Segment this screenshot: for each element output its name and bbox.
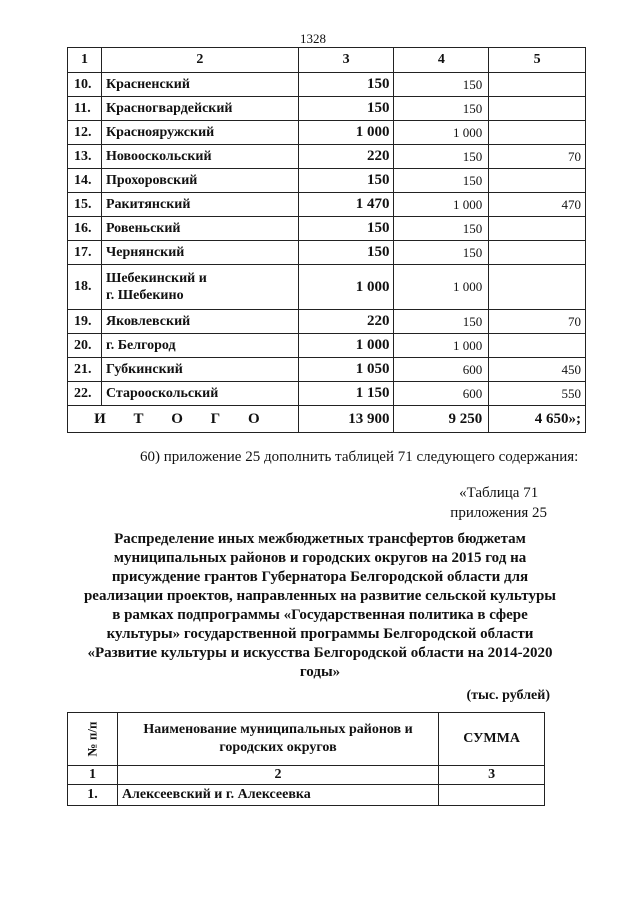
table-row xyxy=(68,265,586,310)
total-amount: 1 470 xyxy=(298,193,394,217)
amount-col5 xyxy=(489,241,586,265)
grand-total: 13 900 xyxy=(298,406,394,433)
district-name: Губкинский xyxy=(101,358,298,382)
amount-col5: 470 xyxy=(489,193,586,217)
title-line: культуры» государственной программы Белгородской области xyxy=(106,626,534,642)
column-index: 2 xyxy=(117,766,438,785)
column-index: 4 xyxy=(394,48,489,73)
name-column-header: Наименование муниципальных районов и городских округов xyxy=(117,713,438,766)
table-row xyxy=(68,382,586,406)
amount-col5: 70 xyxy=(489,145,586,169)
amount-col5: 70 xyxy=(489,310,586,334)
total-col5: 4 650»; xyxy=(489,406,586,433)
total-amount: 150 xyxy=(298,97,394,121)
amount-col5 xyxy=(489,334,586,358)
title-line: в рамках подпрограммы «Государственная политика в сфере xyxy=(112,607,528,623)
amount-col4: 150 xyxy=(394,73,489,97)
title-line: «Развитие культуры и искусства Белгородской области на 2014-2020 xyxy=(87,645,553,661)
district-name: Чернянский xyxy=(101,241,298,265)
row-number: 17. xyxy=(68,241,102,265)
column-index: 2 xyxy=(101,48,298,73)
total-amount: 1 000 xyxy=(298,334,394,358)
row-number: 13. xyxy=(68,145,102,169)
table-row xyxy=(68,97,586,121)
amount-col4: 150 xyxy=(394,217,489,241)
total-amount: 150 xyxy=(298,73,394,97)
table-row xyxy=(68,334,586,358)
row-number: 18. xyxy=(68,265,102,310)
row-number: 16. xyxy=(68,217,102,241)
number-column-header-text: № п/п xyxy=(84,721,100,756)
row-number: 11. xyxy=(68,97,102,121)
document-title xyxy=(70,530,570,682)
grants-table xyxy=(67,712,545,806)
sum-column-header: СУММА xyxy=(439,713,545,766)
amount-col4: 150 xyxy=(394,310,489,334)
district-name: Старооскольский xyxy=(101,382,298,406)
caption-line: приложения 25 xyxy=(450,505,547,521)
amount-col4: 150 xyxy=(394,241,489,265)
amendment-paragraph: 60) приложение 25 дополнить таблицей 71 следующего содержания: xyxy=(140,449,579,465)
table-row xyxy=(68,785,545,806)
row-number: 12. xyxy=(68,121,102,145)
amount-col4: 1 000 xyxy=(394,334,489,358)
column-index: 3 xyxy=(439,766,545,785)
district-name: Красногвардейский xyxy=(101,97,298,121)
table-header-row xyxy=(68,48,586,73)
table-row xyxy=(68,73,586,97)
row-number: 15. xyxy=(68,193,102,217)
total-row xyxy=(68,406,586,433)
row-number: 22. xyxy=(68,382,102,406)
row-number: 1. xyxy=(68,785,118,806)
row-number: 19. xyxy=(68,310,102,334)
total-amount: 150 xyxy=(298,169,394,193)
table-row xyxy=(68,169,586,193)
row-number: 20. xyxy=(68,334,102,358)
column-index: 5 xyxy=(489,48,586,73)
amount-col5 xyxy=(489,73,586,97)
total-amount: 1 050 xyxy=(298,358,394,382)
column-index: 1 xyxy=(68,766,118,785)
title-line: присуждение грантов Губернатора Белгородской области для xyxy=(111,569,529,585)
total-label: И Т О Г О xyxy=(68,406,299,433)
district-name: Краснояружский xyxy=(101,121,298,145)
total-amount: 150 xyxy=(298,241,394,265)
page-number: 1328 xyxy=(300,31,326,46)
amount-col5: 450 xyxy=(489,358,586,382)
column-index: 3 xyxy=(298,48,394,73)
amount-col4: 1 000 xyxy=(394,265,489,310)
amount-col5: 550 xyxy=(489,382,586,406)
table-row xyxy=(68,310,586,334)
amount-col5 xyxy=(489,265,586,310)
table-row xyxy=(68,193,586,217)
district-name-line: г. Шебекино xyxy=(105,288,184,303)
table-row xyxy=(68,241,586,265)
district-name: Ракитянский xyxy=(101,193,298,217)
district-name: Прохоровский xyxy=(101,169,298,193)
amount-col5 xyxy=(489,217,586,241)
district-name xyxy=(101,265,298,310)
total-amount: 220 xyxy=(298,145,394,169)
amount-col4: 1 000 xyxy=(394,121,489,145)
title-line: реализации проектов, направленных на развитие сельской культуры xyxy=(83,588,557,604)
column-index: 1 xyxy=(68,48,102,73)
title-line: годы» xyxy=(299,664,341,680)
caption-line: «Таблица 71 xyxy=(459,485,539,501)
amount-col5 xyxy=(489,121,586,145)
district-name: Алексеевский и г. Алексеевка xyxy=(117,785,438,806)
total-amount: 220 xyxy=(298,310,394,334)
amount-col4: 150 xyxy=(394,169,489,193)
amount-col4: 600 xyxy=(394,358,489,382)
number-column-header xyxy=(68,713,118,766)
table-row xyxy=(68,358,586,382)
total-amount: 150 xyxy=(298,217,394,241)
sum-cell xyxy=(439,785,545,806)
row-number: 14. xyxy=(68,169,102,193)
title-line: Распределение иных межбюджетных трансфертов бюджетам xyxy=(114,531,526,547)
table-caption xyxy=(450,483,547,523)
district-name-line: Шебекинский и xyxy=(105,271,207,286)
district-name: Новооскольский xyxy=(101,145,298,169)
district-name: г. Белгород xyxy=(101,334,298,358)
district-name: Яковлевский xyxy=(101,310,298,334)
row-number: 10. xyxy=(68,73,102,97)
total-amount: 1 150 xyxy=(298,382,394,406)
table-row xyxy=(68,145,586,169)
amount-col4: 1 000 xyxy=(394,193,489,217)
amount-col4: 600 xyxy=(394,382,489,406)
district-name: Ровеньский xyxy=(101,217,298,241)
row-number: 21. xyxy=(68,358,102,382)
units-label: (тыс. рублей) xyxy=(466,688,550,703)
total-amount: 1 000 xyxy=(298,121,394,145)
table-header-row xyxy=(68,713,545,766)
title-line: муниципальных районов и городских округов на 2015 год на xyxy=(113,550,527,566)
total-col4: 9 250 xyxy=(394,406,489,433)
column-index-row xyxy=(68,766,545,785)
table-row xyxy=(68,121,586,145)
district-name: Красненский xyxy=(101,73,298,97)
table-row xyxy=(68,217,586,241)
allocation-table xyxy=(67,47,586,433)
total-amount: 1 000 xyxy=(298,265,394,310)
amount-col4: 150 xyxy=(394,145,489,169)
amount-col5 xyxy=(489,169,586,193)
amount-col5 xyxy=(489,97,586,121)
amount-col4: 150 xyxy=(394,97,489,121)
